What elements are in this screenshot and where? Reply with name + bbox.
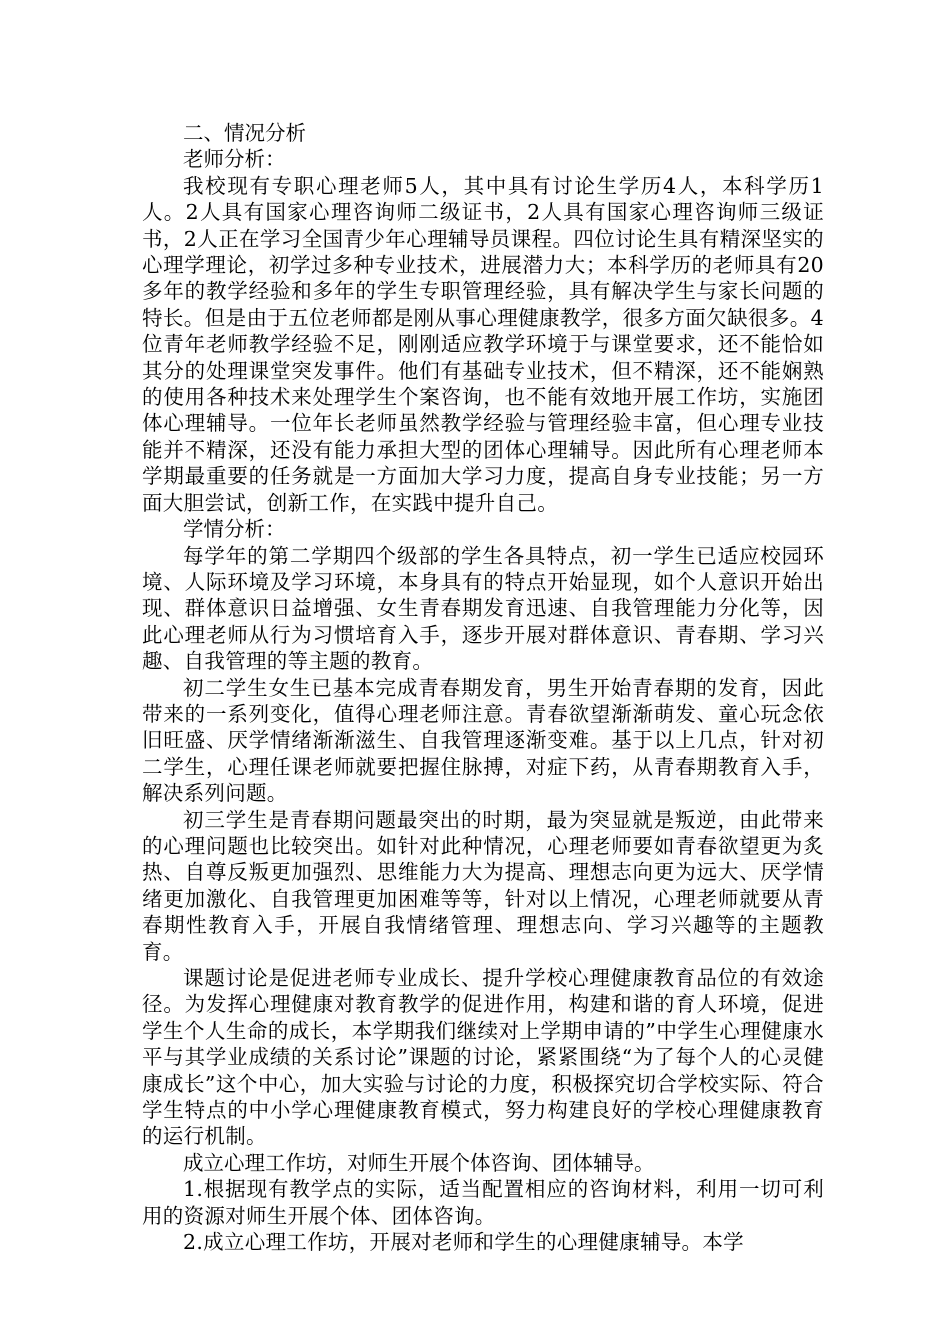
student-analysis-paragraph-3: 初三学生是青春期问题最突出的时期，最为突显就是叛逆，由此带来的心理问题也比较突出。如针对此种情况，心理老师要如青春欲望更为炙热、自尊反叛更加强烈、思维能力大为提高、理想志向更为远大、厌学情绪更加激化、自我管理更加困难等等，针对以上情况，心理老师就要从青春期性教育入手，开展自我情绪管理、理想志向、学习兴趣等的主题教育。 [142, 807, 824, 964]
student-analysis-title: 学情分析： [183, 517, 286, 542]
research-paragraph: 课题讨论是促进老师专业成长、提升学校心理健康教育品位的有效途径。为发挥心理健康对教育教学的促进作用，构建和谐的育人环境，促进学生个人生命的成长，本学期我们继续对上学期申请的”中学生心理健康水平与其学业成绩的关系讨论”课题的讨论，紧紧围绕“为了每个人的心灵健康成长”这个中心，加大实验与讨论的力度，积极探究切合学校实际、符合学生特点的中小学心理健康教育模式，努力构建良好的学校心理健康教育的运行机制。 [142, 966, 824, 1149]
teacher-analysis-paragraph: 我校现有专职心理老师5人，其中具有讨论生学历4人，本科学历1人。2人具有国家心理咨询师二级证书，2人具有国家心理咨询师三级证书，2人正在学习全国青少年心理辅导员课程。四位讨论生具有精深坚实的心理学理论，初学过多种专业技术，进展潜力大；本科学历的老师具有20多年的教学经验和多年的学生专职管理经验，具有解决学生与家长问题的特长。但是由于五位老师都是刚从事心理健康教学，很多方面欠缺很多。4位青年老师教学经验不足，刚刚适应教学环境于与课堂要求，还不能恰如其分的处理课堂突发事件。他们有基础专业技术，但不精深，还不能娴熟的使用各种技术来处理学生个案咨询，也不能有效地开展工作坊，实施团体心理辅导。一位年长老师虽然教学经验与管理经验丰富，但心理专业技能并不精深，还没有能力承担大型的团体心理辅导。因此所有心理老师本学期最重要的任务就是一方面加大学习力度，提高自身专业技能；另一方面大胆尝试，创新工作，在实践中提升自己。 [142, 173, 824, 515]
teacher-analysis-title: 老师分析： [183, 147, 286, 172]
student-analysis-paragraph-2: 初二学生女生已基本完成青春期发育，男生开始青春期的发育，因此带来的一系列变化，值得心理老师注意。青春欲望渐渐萌发、童心玩念依旧旺盛、厌学情绪渐渐滋生、自我管理逐渐变难。基于以上几点，针对初二学生，心理任课老师就要把握住脉搏，对症下药，从青春期教育入手，解决系列问题。 [142, 675, 824, 806]
workshop-title: 成立心理工作坊，对师生开展个体咨询、团体辅导。 [183, 1150, 655, 1175]
workshop-item-2: 2.成立心理工作坊，开展对老师和学生的心理健康辅导。本学 [183, 1230, 744, 1255]
student-analysis-paragraph-1: 每学年的第二学期四个级部的学生各具特点，初一学生已适应校园环境、人际环境及学习环境，本身具有的特点开始显现，如个人意识开始出现、群体意识日益增强、女生青春期发育迅速、自我管理能力分化等，因此心理老师从行为习惯培育入手，逐步开展对群体意识、青春期、学习兴趣、自我管理的等主题的教育。 [142, 543, 824, 674]
workshop-item-1: 1.根据现有教学点的实际，适当配置相应的咨询材料，利用一切可利用的资源对师生开展个体、团体咨询。 [142, 1177, 824, 1228]
section-heading: 二、情况分析 [183, 121, 306, 145]
document-page [142, 120, 824, 1255]
